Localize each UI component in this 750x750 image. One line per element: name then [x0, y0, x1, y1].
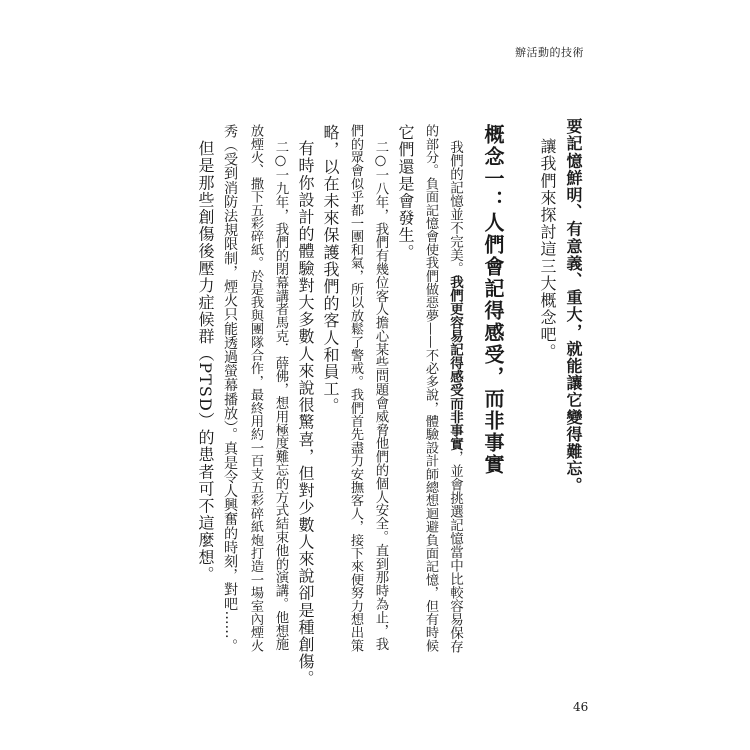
body-text-line: 但是那些創傷後壓力症候群（PTSD）的患者可不這麼想。 [196, 140, 215, 583]
body-text-line: 放煙火、撒下五彩碎紙。於是我與團隊合作，最終用約一百支五彩碎紙炮打造一場室內煙火 [248, 124, 263, 652]
page-number: 46 [573, 700, 589, 714]
body-text-line: 的部分。負面記憶會使我們做惡夢——不必多說，體驗設計師總想迴避負面記憶，但有時候 [423, 124, 438, 652]
intro-key-point: 要記憶鮮明、有意義、重大，就能讓它變得難忘。 [564, 118, 583, 495]
body-text-line: 略，以在未來保護我們的客人和員工。 [321, 124, 340, 415]
body-text-line: 二○一八年，我們有幾位客人擔心某些問題會威脅他們的個人安全。直到那時為止，我 [373, 140, 388, 651]
emphasis-text: 我們更容易記得感受而非事實 [447, 275, 463, 451]
body-text-line: 二○一九年，我們的閉幕講者馬克．薛佛，想用極度難忘的方式結束他的演講。他想施 [273, 140, 288, 651]
body-text: ，並會挑選記憶當中比較容易保存 [447, 450, 463, 653]
body-text-line: 有時你設計的體驗對大多數人來說很驚喜，但對少數人來說卻是種創傷。 [296, 140, 315, 688]
body-text: 我們的記憶並不完美。 [447, 140, 463, 275]
intro-line: 讓我們來探討這三大概念吧。 [538, 138, 557, 361]
body-text-line: 秀（受到消防法規限制，煙火只能透過螢幕播放）。真是令人興奮的時刻，對吧……。 [222, 124, 238, 653]
section-heading: 概念一：人們會記得感受，而非事實 [481, 124, 505, 476]
body-text-line: 們的眾會似乎都一團和氣，所以放鬆了警戒。我們首先盡力安撫客人，接下來便努力想出策 [348, 124, 363, 652]
body-text-line: 它們還是會發生。 [396, 124, 415, 261]
body-text-line [444, 140, 466, 653]
running-head: 辦活動的技術 [515, 46, 584, 59]
